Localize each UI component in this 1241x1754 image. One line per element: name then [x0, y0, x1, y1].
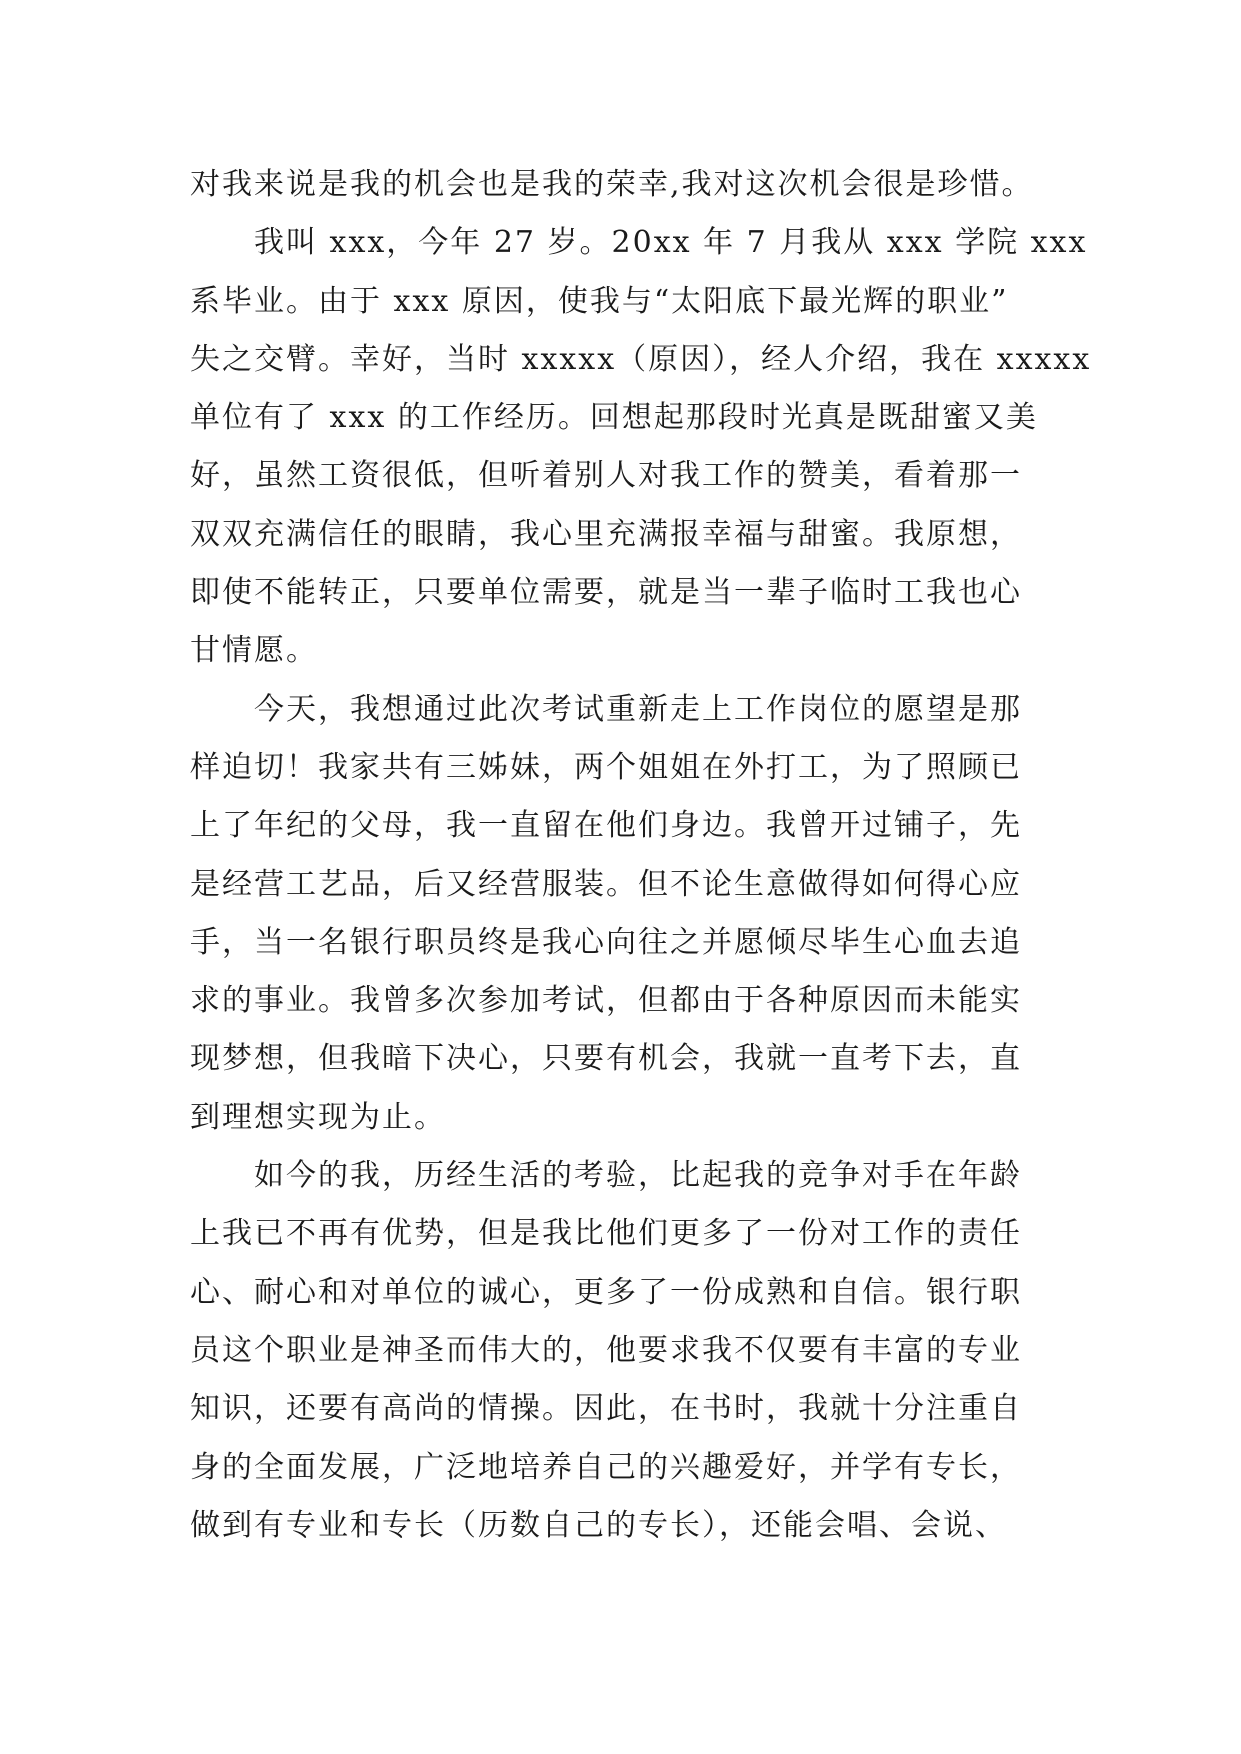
text-line: 好，虽然工资很低，但听着别人对我工作的赞美，看着那一	[190, 458, 1022, 494]
body-text	[190, 156, 1090, 1555]
text-line: 心、耐心和对单位的诚心，更多了一份成熟和自信。银行职	[190, 1274, 1022, 1310]
text-line: 我叫 xxx，今年 27 岁。20xx 年 7 月我从 xxx 学院 xxx	[254, 225, 1088, 261]
text-line: 是经营工艺品，后又经营服装。但不论生意做得如何得心应	[190, 866, 1022, 902]
text-line: 双双充满信任的眼睛，我心里充满报幸福与甜蜜。我原想，	[190, 516, 1022, 552]
text-line: 单位有了 xxx 的工作经历。回想起那段时光真是既甜蜜又美	[190, 400, 1038, 436]
text-line: 失之交臂。幸好，当时 xxxxx（原因），经人介绍，我在 xxxxx	[190, 341, 1092, 377]
text-line: 甘情愿。	[190, 633, 318, 669]
text-line: 手，当一名银行职员终是我心向往之并愿倾尽毕生心血去追	[190, 924, 1022, 960]
text-line: 样迫切！我家共有三姊妹，两个姐姐在外打工，为了照顾已	[190, 749, 1022, 785]
text-line: 今天，我想通过此次考试重新走上工作岗位的愿望是那	[254, 691, 1022, 727]
text-line: 系毕业。由于 xxx 原因，使我与“太阳底下最光辉的职业”	[190, 283, 1009, 319]
text-line: 上了年纪的父母，我一直留在他们身边。我曾开过铺子，先	[190, 808, 1022, 844]
text-line: 知识，还要有高尚的情操。因此，在书时，我就十分注重自	[190, 1391, 1022, 1427]
text-line: 到理想实现为止。	[190, 1099, 446, 1135]
text-line: 现梦想，但我暗下决心，只要有机会，我就一直考下去，直	[190, 1041, 1022, 1077]
text-line: 员这个职业是神圣而伟大的，他要求我不仅要有丰富的专业	[190, 1332, 1022, 1368]
text-line: 身的全面发展，广泛地培养自己的兴趣爱好，并学有专长，	[190, 1449, 1022, 1485]
text-line: 对我来说是我的机会也是我的荣幸,我对这次机会很是珍惜。	[190, 167, 1034, 202]
text-line: 上我已不再有优势，但是我比他们更多了一份对工作的责任	[190, 1216, 1022, 1252]
text-line: 如今的我，历经生活的考验，比起我的竞争对手在年龄	[254, 1158, 1022, 1194]
text-line: 即使不能转正，只要单位需要，就是当一辈子临时工我也心	[190, 575, 1022, 611]
text-line: 求的事业。我曾多次参加考试，但都由于各种原因而未能实	[190, 983, 1022, 1019]
text-line: 做到有专业和专长（历数自己的专长），还能会唱、会说、	[190, 1507, 1007, 1543]
